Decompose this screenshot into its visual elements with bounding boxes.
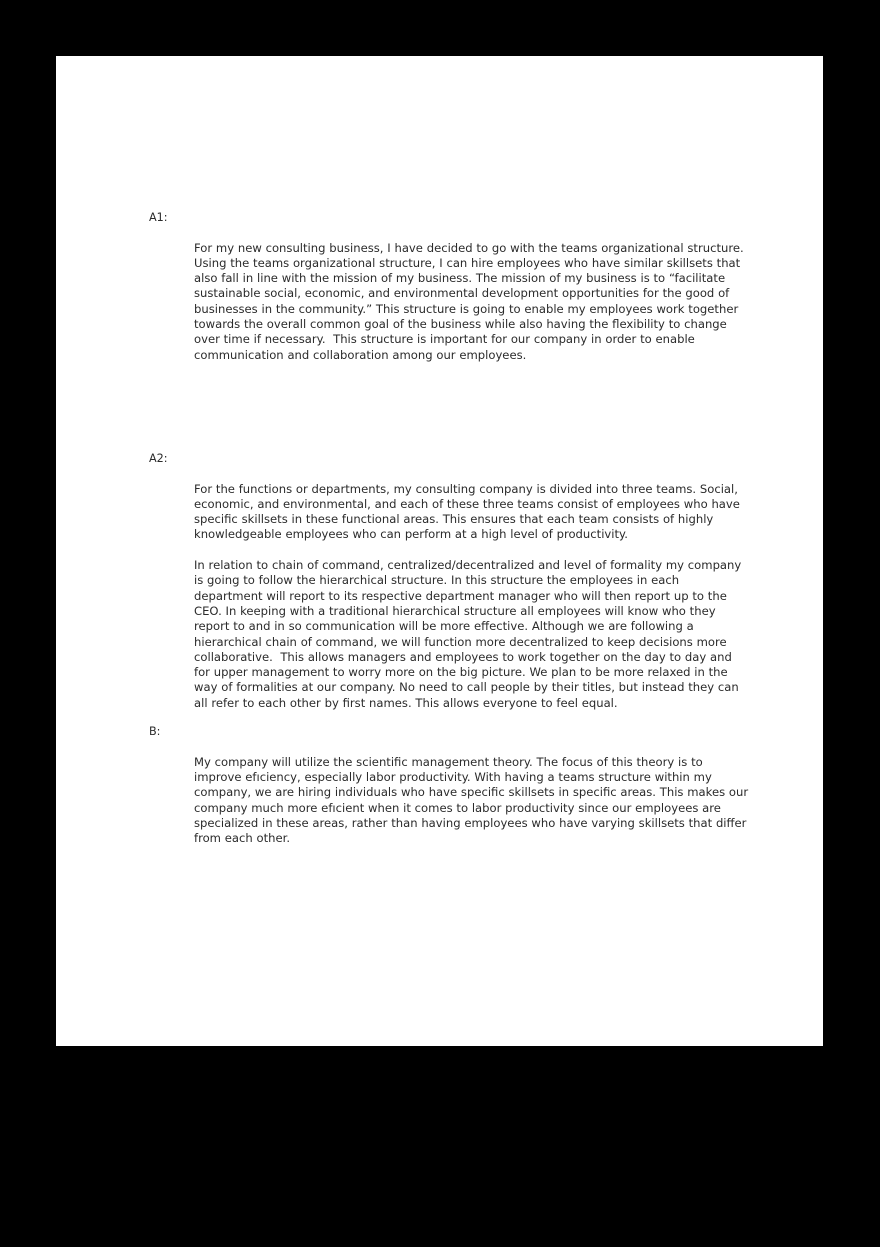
section-body-a2 [149,482,749,711]
section-a1 [149,210,749,363]
spacer [149,466,749,481]
spacer [149,363,749,451]
section-a2 [149,451,749,711]
section-b [149,724,752,846]
document-body [149,210,752,846]
section-label-a1: A1: [149,211,168,224]
section-body-b [149,754,752,847]
document-page [56,56,823,1046]
spacer [149,225,749,240]
paragraph: In relation to chain of command, centralized/decentralized and level of formality my company is going to follow the hierarchical structure. In this structure the employees in each department will report to its respective department manager who will then report up to the CEO. In keeping with a traditional hierarchical structure all employees will know who they report to and in so communication will be more effective. Although we are following a hierarchical chain of command, we will function more decentralized to keep decisions more collaborative. This allows managers and employees to work together on the day to day and for upper management to worry more on the big picture. We plan to be more relaxed in the way of formalities at our company. No need to call people by their titles, but instead they can all refer to each other by first names. This allows everyone to feel equal. [194,558,746,710]
section-body-a1 [149,241,749,363]
spacer [149,739,749,754]
paragraph: For the functions or departments, my consulting company is divided into three teams. Social, economic, and environmental, and each of these three teams consist of employees who have specific skillsets in these functional areas. This ensures that each team consists of highly knowledgeable employees who can perform at a high level of productivity. [194,481,744,542]
spacer [149,711,749,724]
paragraph: My company will utilize the scientific management theory. The focus of this theory is to improve efıciency, especially labor productivity. With having a teams structure within my company, we are hiring individuals who have specific skillsets in specific areas. This makes our company much more efıcient when it comes to labor productivity since our employees are specialized in these areas, rather than having employees who have varying skillsets that differ from each other. [194,754,752,846]
paragraph: For my new consulting business, I have decided to go with the teams organizational structure. Using the teams organizational structure, I can hire employees who have similar skillsets that also fall in line with the mission of my business. The mission of my business is to “facilitate sustainable social, economic, and environmental development opportunities for the good of businesses in the community.” This structure is going to enable my employees work together towards the overall common goal of the business while also having the flexibility to change over time if necessary. This structure is important for our company in order to enable communication and collaboration among our employees. [194,240,748,362]
section-label-b: B: [149,725,161,739]
section-label-a2: A2: [149,451,168,465]
